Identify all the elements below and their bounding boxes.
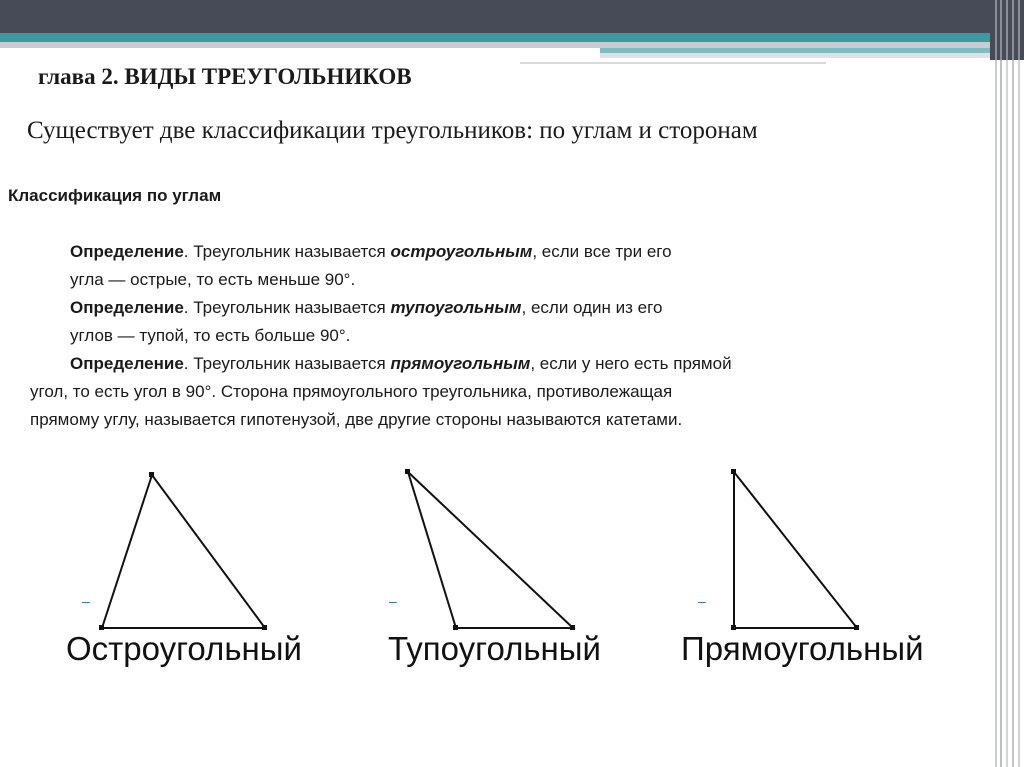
chapter-title: глава 2. ВИДЫ ТРЕУГОЛЬНИКОВ xyxy=(38,64,412,89)
label-acute: Остроугольный xyxy=(66,630,302,667)
definition-text: , если один из его xyxy=(521,298,663,317)
acute-triangle-vertices xyxy=(99,472,267,630)
definition-acute-line1 xyxy=(30,238,990,266)
acute-tick-mark: – xyxy=(82,593,90,609)
header-bar-teal xyxy=(0,33,990,42)
header-bar-dark xyxy=(0,0,990,33)
definition-label: Определение xyxy=(70,298,184,317)
definitions-block xyxy=(30,238,990,434)
definition-obtuse-line2: углов — тупой, то есть больше 90°. xyxy=(70,326,351,345)
definition-text: , если у него есть прямой xyxy=(530,354,732,373)
right-tick-mark: – xyxy=(698,593,706,609)
definition-acute-line2: угла — острые, то есть меньше 90°. xyxy=(70,270,356,289)
obtuse-triangle xyxy=(408,472,573,628)
definition-obtuse-line1 xyxy=(30,294,990,322)
definition-label: Определение xyxy=(70,354,184,373)
term-acute: остроугольным xyxy=(390,242,533,261)
definition-label: Определение xyxy=(70,242,184,261)
term-obtuse: тупоугольным xyxy=(390,298,522,317)
obtuse-tick-mark: – xyxy=(389,593,397,609)
label-right: Прямоугольный xyxy=(681,630,924,667)
definition-text: , если все три его xyxy=(532,242,672,261)
right-edge-decoration-top xyxy=(990,0,1024,60)
header-divider-line xyxy=(520,62,826,64)
right-triangle xyxy=(734,472,857,628)
definition-right-line3: прямому углу, называется гипотенузой, две другие стороны называются катетами. xyxy=(30,410,683,429)
label-obtuse: Тупоугольный xyxy=(388,630,601,667)
definition-text: . Треугольник называется xyxy=(183,298,391,317)
definition-right-line1 xyxy=(30,350,990,378)
definition-right-line2: угол, то есть угол в 90°. Сторона прямоугольного треугольника, противолежащая xyxy=(30,382,673,401)
intro-text: Существует две классификации треугольников: по углам и сторонам xyxy=(27,117,758,144)
header-bar-gray-short xyxy=(600,53,990,58)
section-heading: Классификация по углам xyxy=(8,186,222,205)
acute-triangle xyxy=(102,475,265,628)
term-right: прямоугольным xyxy=(390,354,531,373)
definition-text: . Треугольник называется xyxy=(183,354,391,373)
definition-text: . Треугольник называется xyxy=(183,242,391,261)
